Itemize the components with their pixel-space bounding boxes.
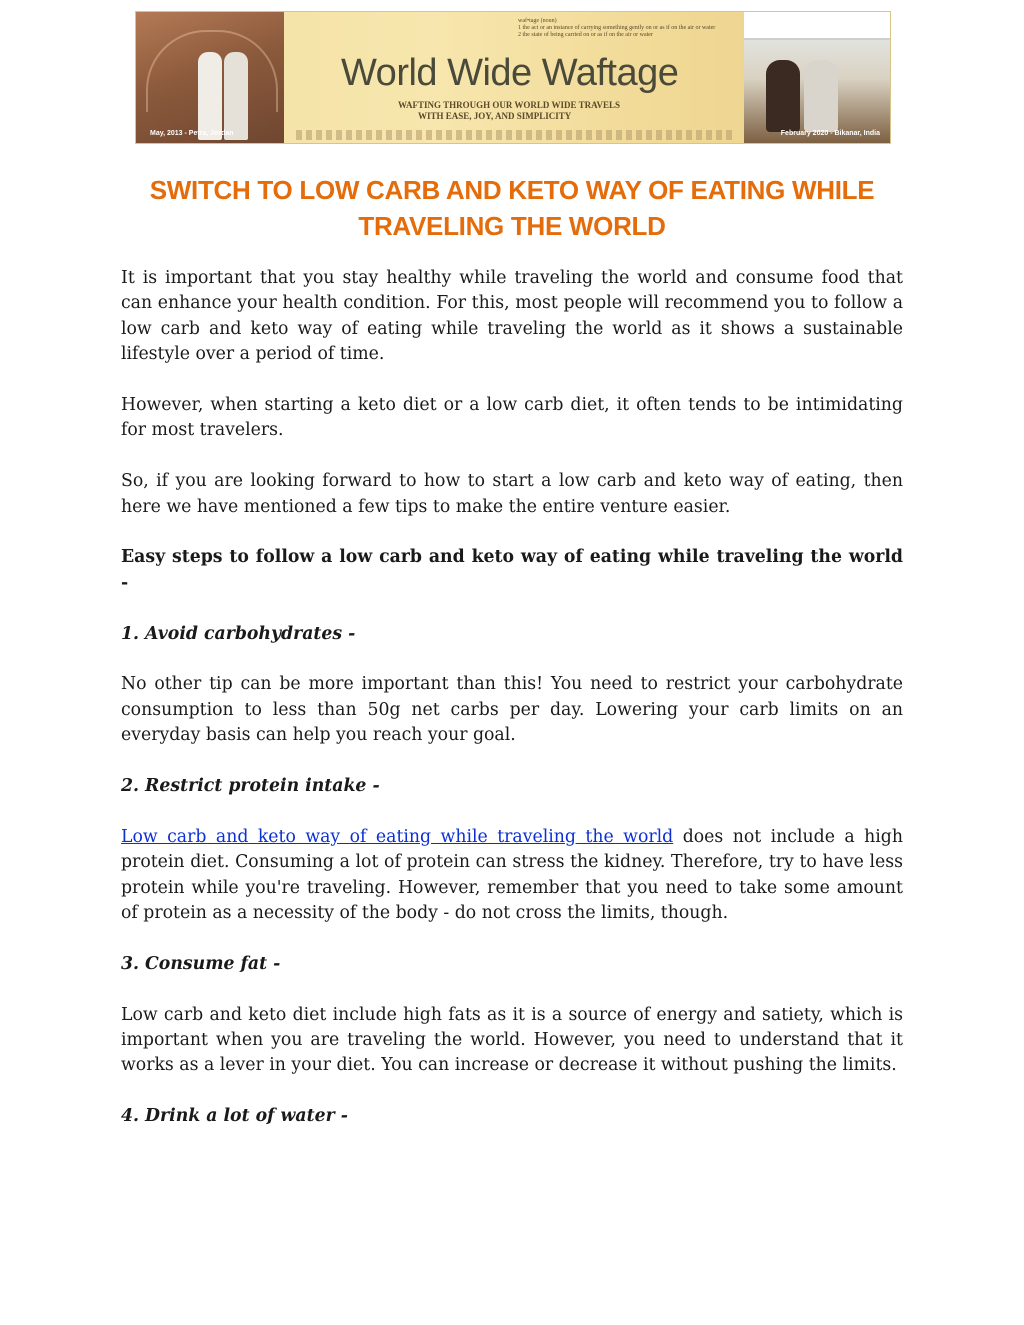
step-1-heading: 1. Avoid carbohydrates - (121, 623, 356, 644)
article-link[interactable]: Low carb and keto way of eating while traveling the world (121, 826, 674, 847)
banner-film-strip (296, 130, 736, 140)
steps-heading: Easy steps to follow a low carb and keto way of eating while traveling the world - (121, 547, 903, 593)
intro-paragraph: It is important that you stay healthy while traveling the world and consume food that can enhance your health condition. For this, most people will recommend you to follow a low carb and keto way of eating while traveling the world as it shows a sustainable lifestyle over a period of time. (121, 268, 903, 365)
banner-photo-petra (136, 12, 284, 144)
paragraph-intimidating: However, when starting a keto diet or a low carb diet, it often tends to be intimidating for most travelers. (121, 395, 903, 441)
site-logo[interactable]: World Wide Waftage (341, 52, 679, 94)
step-2-text (121, 825, 903, 927)
article-body (121, 266, 903, 1130)
caption-left: May, 2013 - Petra, Jordan (150, 130, 234, 137)
paragraph-tips: So, if you are looking forward to how to start a low carb and keto way of eating, then here we have mentioned a few tips to make the entire venture easier. (121, 471, 903, 517)
header-banner (135, 11, 891, 144)
banner-photo-bikanar (744, 12, 890, 144)
step-2-heading: 2. Restrict protein intake - (121, 776, 380, 797)
caption-right: February 2020 - Bikanar, India (780, 130, 880, 137)
step-4-heading: 4. Drink a lot of water - (121, 1106, 348, 1127)
step-1-text: No other tip can be more important than this! You need to restrict your carbohydrate consumption to less than 50g net carbs per day. Lowering your carb limits on an everyday basis can help you reach your goal. (121, 674, 903, 746)
step-2-text-rest: does not include a high protein diet. Consuming a lot of protein can stress the kidney. Therefore, try to have less protein while you're traveling. However, remember that you need to take some amount of protein as a necessity of the body - do not cross the limits, though. (121, 826, 903, 924)
page-title: SWITCH TO LOW CARB AND KETO WAY OF EATING WHILE TRAVELING THE WORLD (149, 175, 875, 241)
site-tagline: WAFTING THROUGH OUR WORLD WIDE TRAVELS WITH EASE, JOY, AND SIMPLICITY (398, 100, 620, 121)
step-3-heading: 3. Consume fat - (121, 953, 281, 974)
banner-definition: waf•tage (noun) 1 the act or an instance of carrying something gently on or as if on the air or water 2 the state of being carried on or as if on the air or water (518, 18, 716, 38)
step-3-text: Low carb and keto diet include high fats as it is a source of energy and satiety, which is important when you are traveling the world. However, you need to understand that it works as a lever in your diet. You can increase or decrease it without pushing the limits. (121, 1004, 903, 1076)
